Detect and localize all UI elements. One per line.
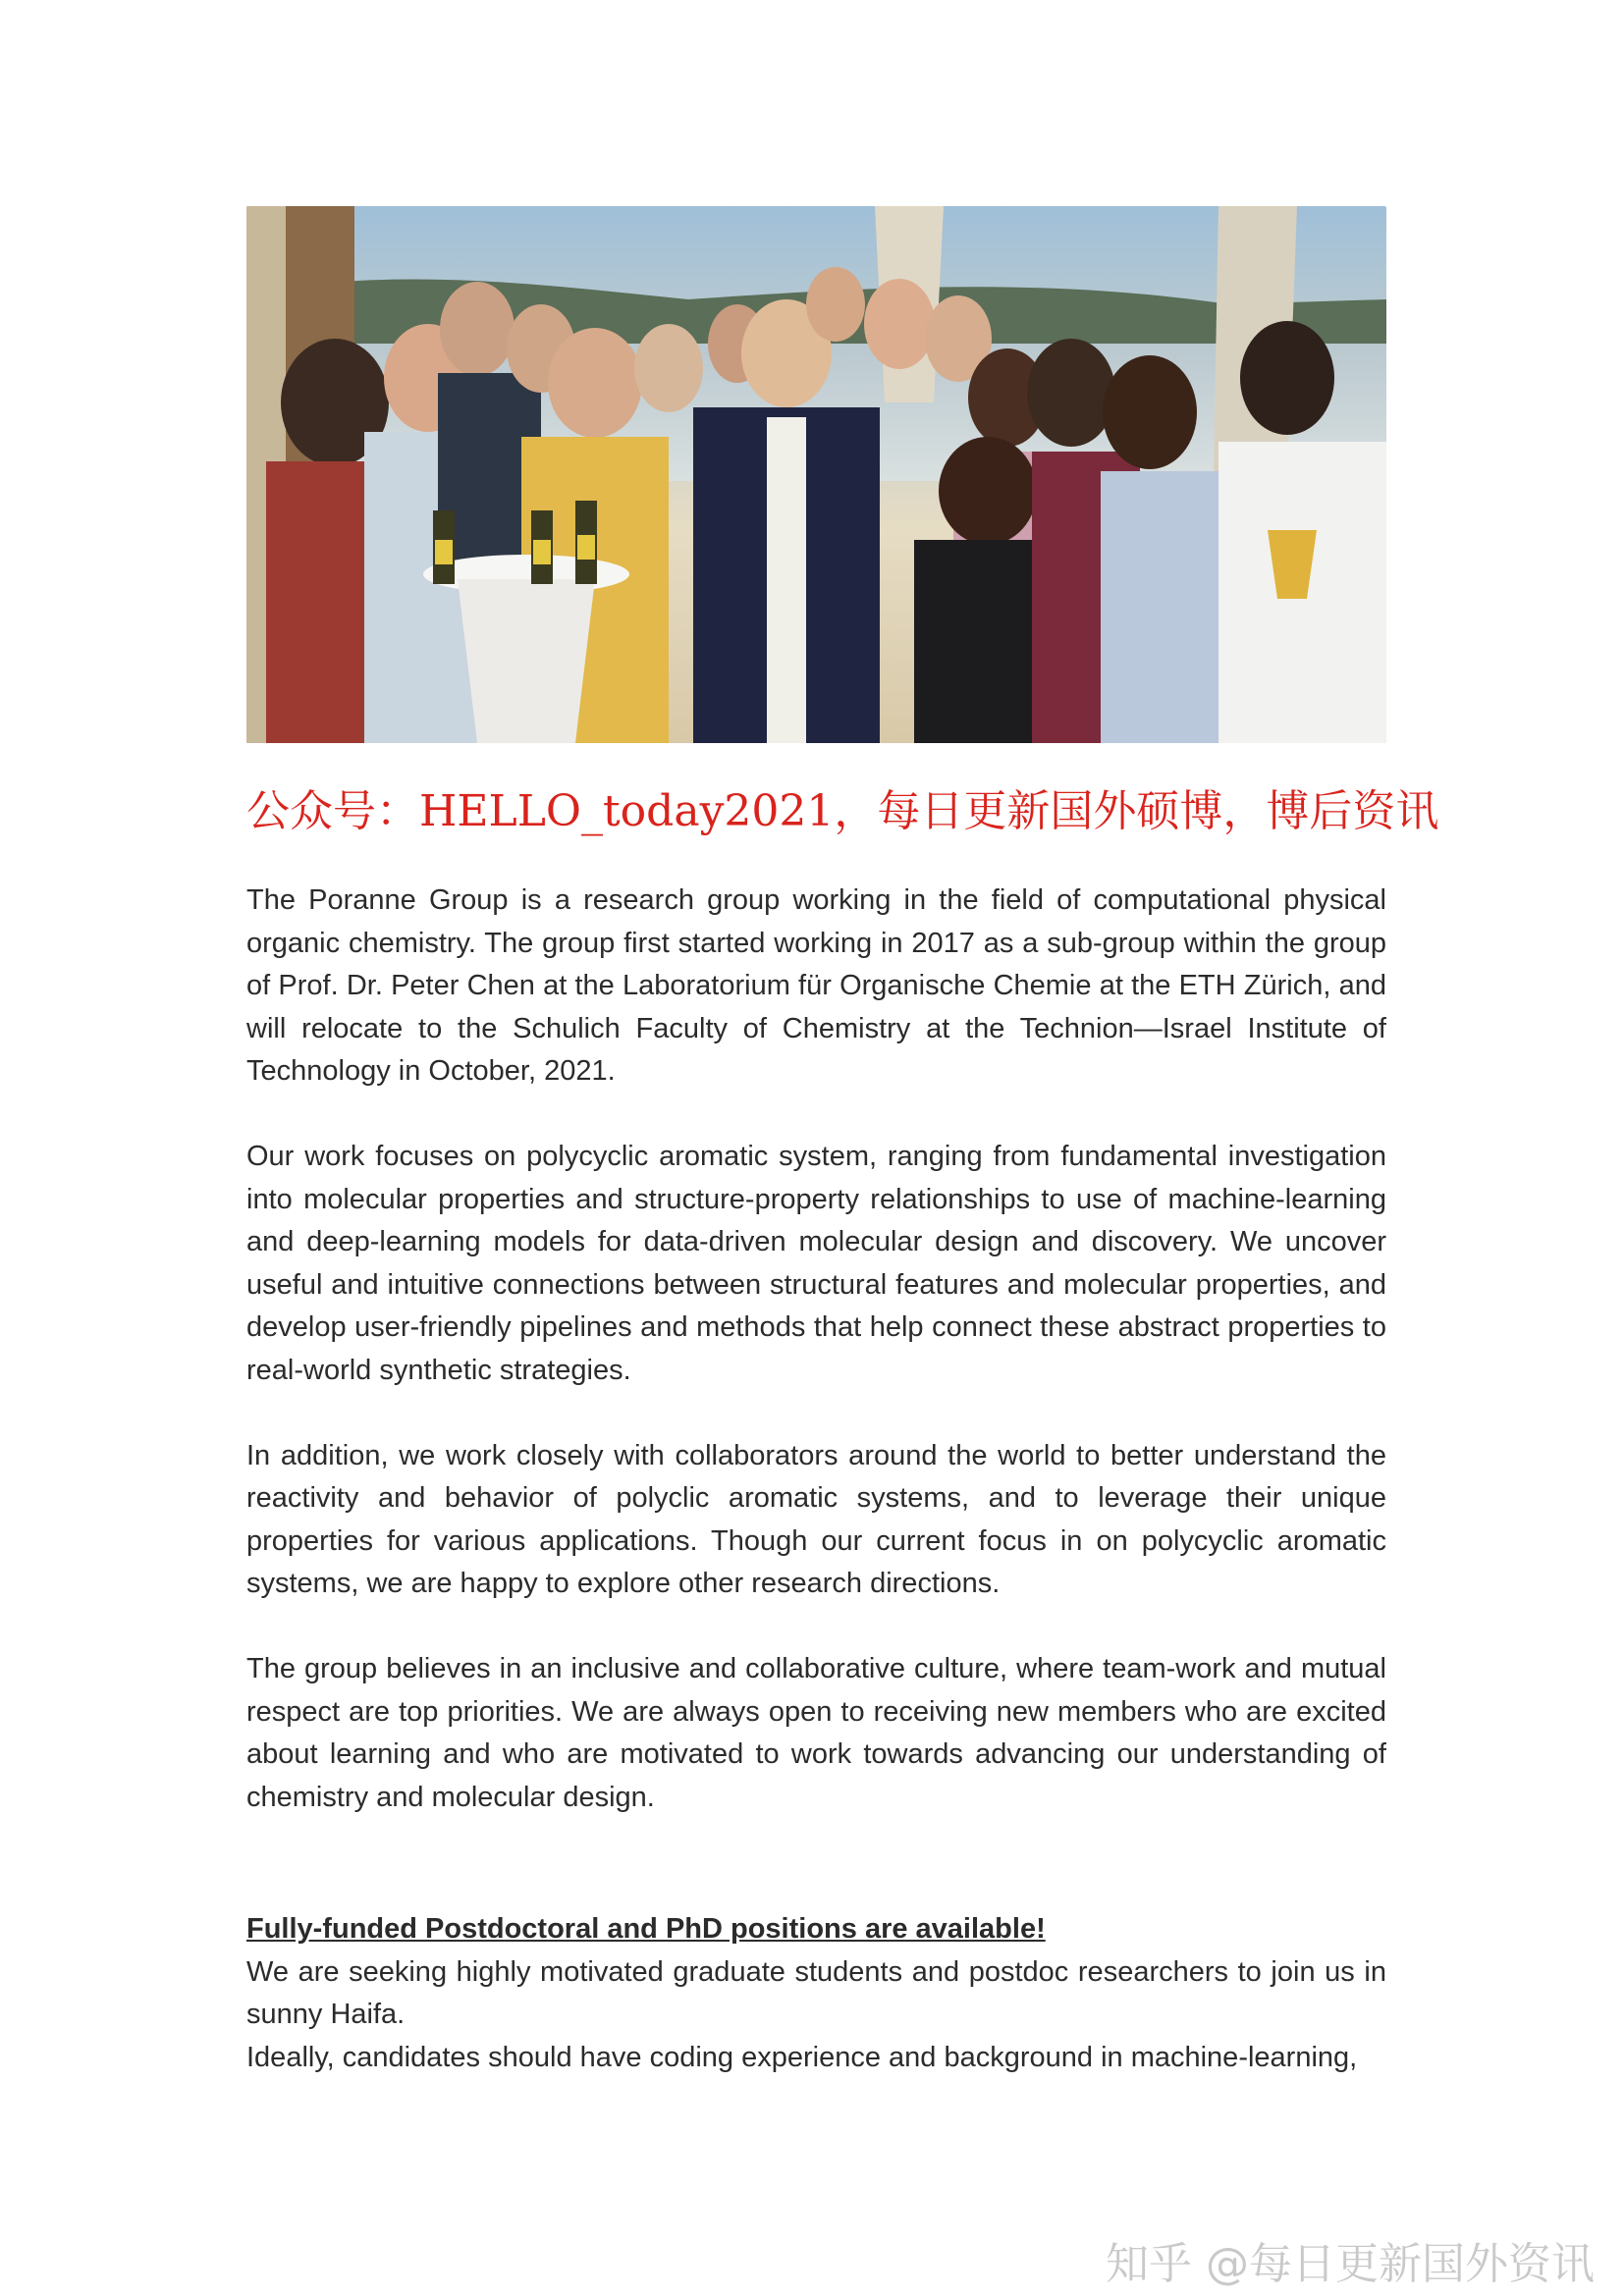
paragraph-research-focus: Our work focuses on polycyclic aromatic system, ranging from fundamental investigation into molecular properties and structure-property relationships to use of machine-learning and deep-learning models for data-driven molecular design and discovery. We uncover useful and intuitive connections between structural features and molecular properties, and develop user-friendly pipelines and methods that help connect these abstract properties to real-world synthetic strategies. xyxy=(246,1141,1386,1386)
group-photo-icon xyxy=(246,206,1386,743)
paragraph-collaborations: In addition, we work closely with collaborators around the world to better understand the reactivity and behavior of polyclic aromatic systems, and to leverage their unique properties for various applications. Though our current focus in on polycyclic aromatic systems, we are happy to explore other research directions. xyxy=(246,1439,1386,1599)
paragraph-about: The Poranne Group is a research group working in the field of computational physical organic chemistry. The group first started working in 2017 as a sub-group within the group of Prof. Dr. Peter Chen at the Laboratorium für Organische Chemie at the ETH Zürich, and will relocate to the Schulich Faculty of Chemistry at the Technion—Israel Institute of Technology in October, 2021. xyxy=(246,884,1386,1087)
wechat-banner: 公众号：HELLO_today2021，每日更新国外硕博，博后资讯 xyxy=(246,786,1439,836)
zhihu-watermark: 知乎 @每日更新国外资讯 xyxy=(1106,2239,1595,2289)
paragraph-culture: The group believes in an inclusive and collaborative culture, where team-work and mutual respect are top priorities. We are always open to receiving new members who are excited about learning and who are motivated to work towards advancing our understanding of chemistry and molecular design. xyxy=(246,1653,1386,1813)
positions-section xyxy=(246,1908,1386,2079)
intro-body xyxy=(246,880,1386,1819)
positions-line-2: Ideally, candidates should have coding experience and background in machine-learning, xyxy=(246,2041,1358,2073)
positions-line-1: We are seeking highly motivated graduate students and postdoc researchers to join us in sunny Haifa. xyxy=(246,1955,1386,2030)
group-photo xyxy=(246,206,1386,743)
positions-heading: Fully-funded Postdoctoral and PhD positions are available! xyxy=(246,1913,1046,1945)
